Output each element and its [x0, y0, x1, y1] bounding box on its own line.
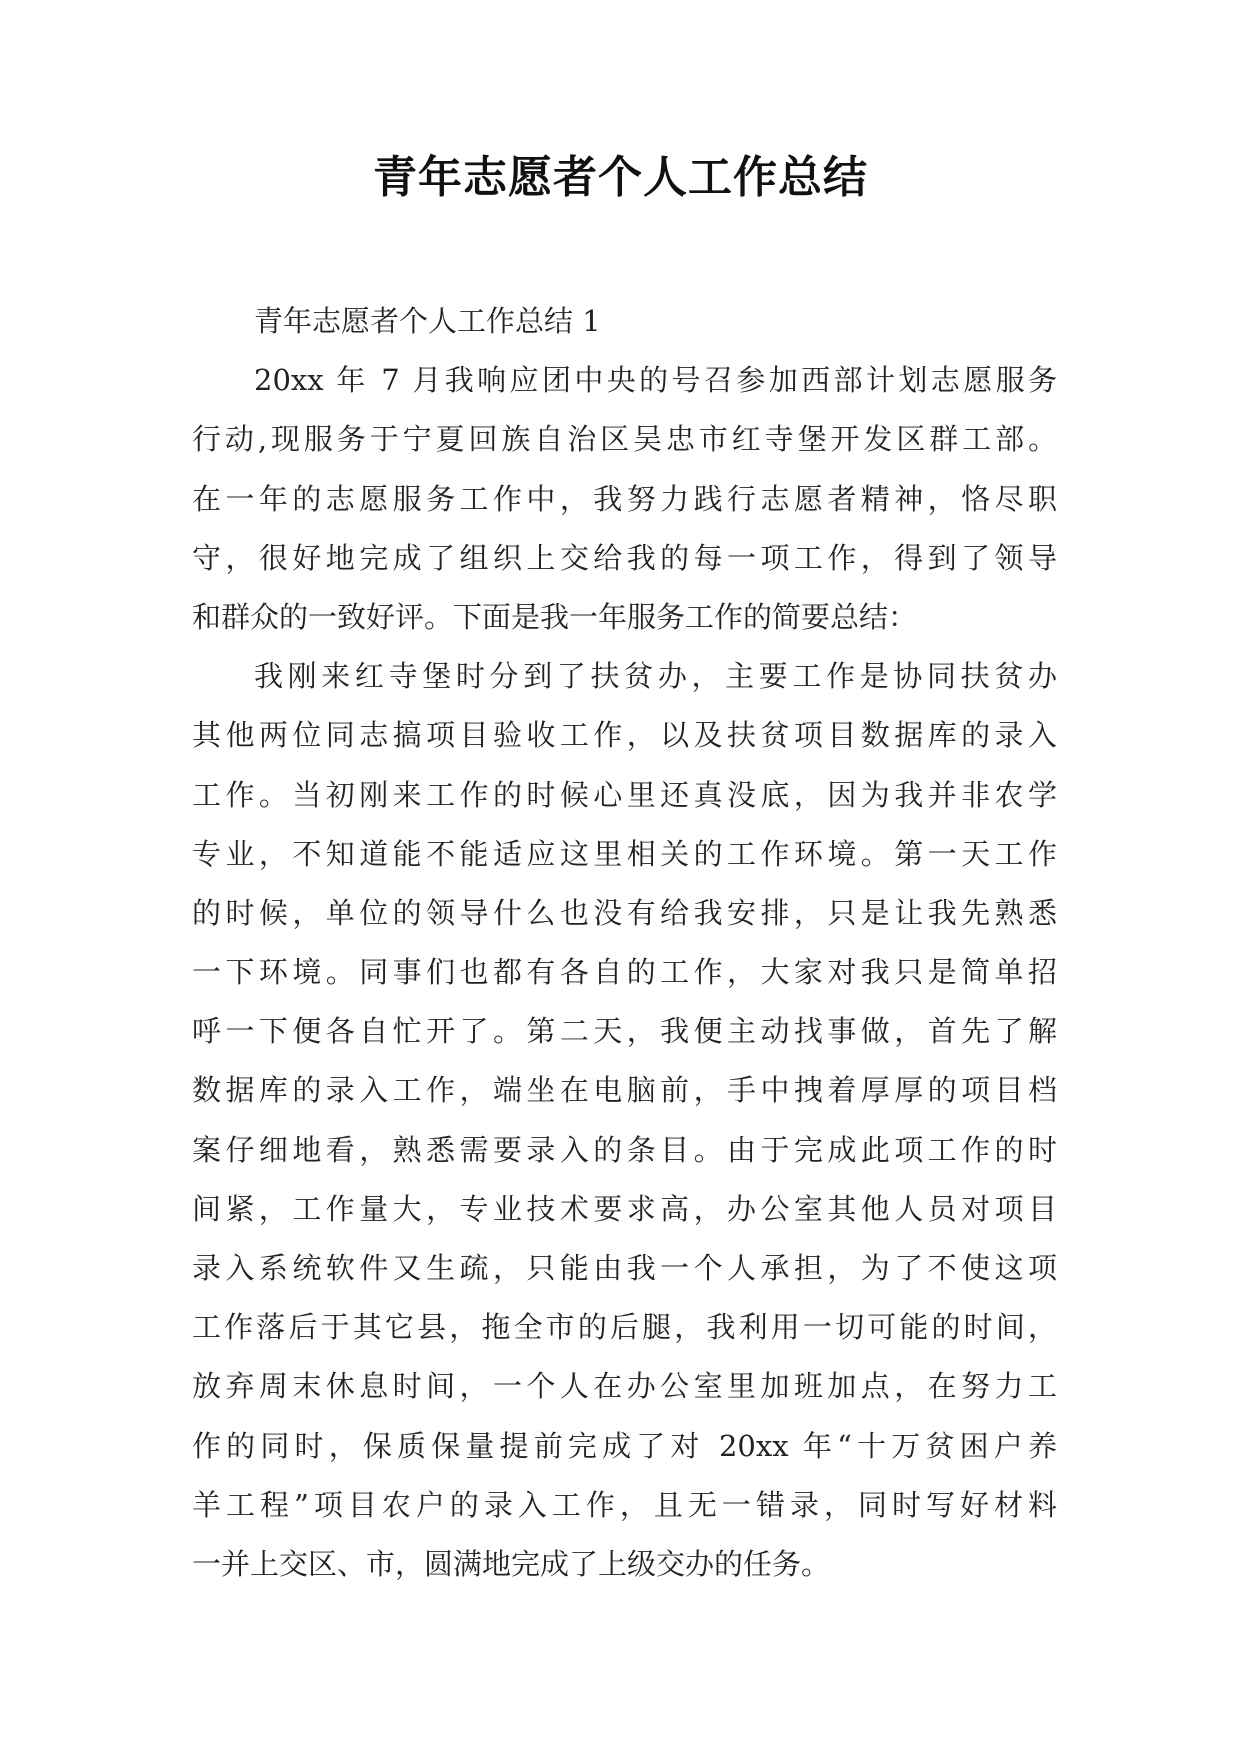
paragraph-2-line-4: 专业，不知道能不能适应这里相关的工作环境。第一天工作 — [192, 836, 1057, 871]
paragraph-2-line-2: 其他两位同志搞项目验收工作，以及扶贫项目数据库的录入 — [192, 718, 1057, 753]
paragraph-2-line-1: 我刚来红寺堡时分到了扶贫办，主要工作是协同扶贫办 — [254, 659, 1057, 694]
paragraph-2-line-3: 工作。当初刚来工作的时候心里还真没底，因为我并非农学 — [192, 777, 1057, 812]
paragraph-2-line-11: 录入系统软件又生疏，只能由我一个人承担，为了不使这项 — [192, 1251, 1057, 1285]
document-body — [192, 292, 1057, 1594]
paragraph-1-line-1: 20xx 年 7 月我响应团中央的号召参加西部计划志愿服务 — [254, 363, 1057, 398]
paragraph-2-line-12: 工作落后于其它县，拖全市的后腿，我利用一切可能的时间， — [192, 1310, 1057, 1345]
paragraph-2-line-8: 数据库的录入工作，端坐在电脑前，手中拽着厚厚的项目档 — [192, 1073, 1057, 1108]
paragraph-2-line-16: 一并上交区、市，圆满地完成了上级交办的任务。 — [192, 1546, 831, 1581]
paragraph-2-line-9: 案仔细地看，熟悉需要录入的条目。由于完成此项工作的时 — [192, 1132, 1057, 1167]
paragraph-1-line-4: 守，很好地完成了组织上交给我的每一项工作，得到了领导 — [192, 540, 1057, 575]
paragraph-2-line-14: 作的同时，保质保量提前完成了对 20xx 年“十万贫困户养 — [192, 1428, 1057, 1463]
paragraph-2-line-10: 间紧，工作量大，专业技术要求高，办公室其他人员对项目 — [192, 1191, 1057, 1226]
section-heading: 青年志愿者个人工作总结 1 — [254, 304, 601, 338]
paragraph-2-line-7: 呼一下便各自忙开了。第二天，我便主动找事做，首先了解 — [192, 1014, 1057, 1049]
paragraph-1-line-2: 行动,现服务于宁夏回族自治区吴忠市红寺堡开发区群工部。 — [192, 422, 1057, 457]
paragraph-2-line-6: 一下环境。同事们也都有各自的工作，大家对我只是简单招 — [192, 955, 1057, 990]
document-title: 青年志愿者个人工作总结 — [373, 152, 868, 203]
paragraph-2-line-15: 羊工程”项目农户的录入工作，且无一错录，同时写好材料 — [192, 1487, 1057, 1522]
paragraph-1-line-5: 和群众的一致好评。下面是我一年服务工作的简要总结： — [192, 599, 918, 634]
paragraph-2-line-5: 的时候，单位的领导什么也没有给我安排，只是让我先熟悉 — [192, 895, 1057, 930]
paragraph-1-line-3: 在一年的志愿服务工作中，我努力践行志愿者精神，恪尽职 — [192, 481, 1057, 516]
paragraph-2-line-13: 放弃周末休息时间，一个人在办公室里加班加点，在努力工 — [192, 1369, 1057, 1404]
